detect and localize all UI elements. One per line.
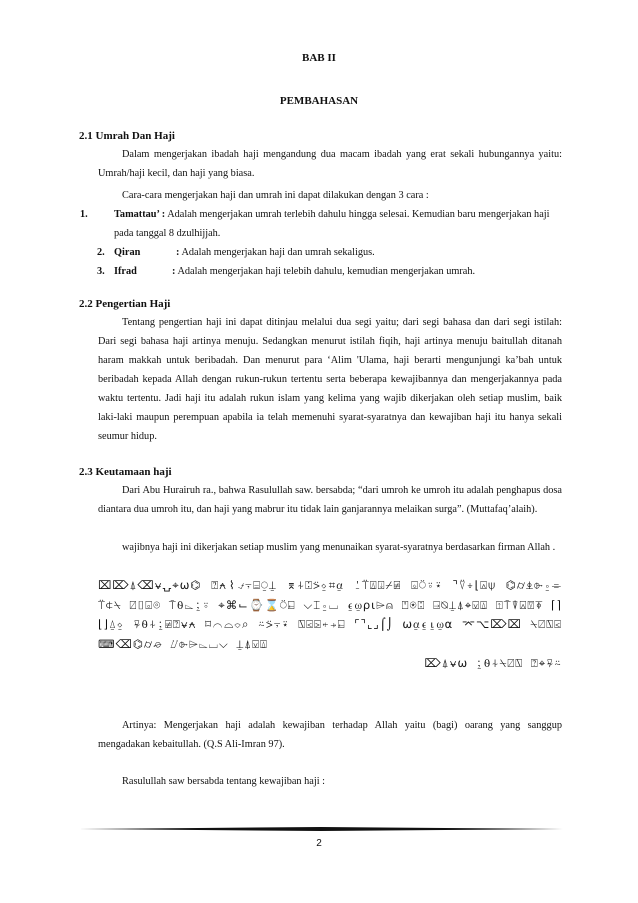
quran-verse-block	[98, 576, 562, 674]
paragraph-cara	[98, 186, 562, 205]
list-term: Tamattau’ :	[114, 209, 166, 220]
paragraph-text: Cara-cara mengerjakan haji dan umrah ini dapat dilakukan dengan 3 cara :	[122, 190, 429, 201]
list-separator: :	[172, 266, 176, 277]
paragraph-text: Rasulullah saw bersabda tentang kewajiban haji :	[122, 776, 326, 787]
list-item	[80, 205, 565, 243]
list-term: Ifrad	[114, 266, 137, 277]
list-text: Adalah mengerjakan haji dan umrah sekaligus.	[179, 247, 375, 258]
paragraph-wajib	[98, 538, 562, 557]
list-item	[97, 262, 565, 281]
page-number: 2	[316, 838, 322, 849]
paragraph-text: Dari Abu Hurairuh ra., bahwa Rasulullah saw. bersabda; “dari umroh ke umroh itu adalah penghapus dosa diantara dua umroh itu, dan haji yang mabrur itu tidak lain ganjarannya melaikan surga”. (Muttafaq’alaih).	[98, 485, 562, 515]
quran-verse-text: ⌧⌦⍋⌫⍱⍽⌖⍵⌬ ⍰⍲⌇⍻⍪⌸⍜⍊ ⌆⍭⍠⍩⍚⌗⍶ ⍘⍡⍍⍗⌿⍯ ⌺⍥⍤⍣ ⌝⍢⍖⌊⍓⍦ ⌬⌭⍎⌱⍛⌯ ⍡⍧⍀ ⍁⌷⌻⌾ ⍑⍬⌳⍮⍤ ⌖⌘⌙⌚⌛⍥⍇ ⌵⌶⍛⌴ ⍷⍹⍴⍳⌲⍝ ⍞⍟⍠ ⍈⍉⍊⍋⌖⍌⍍ ⍐⍑⍒⍓⍔⍕ ⌈⌉⌊⌋⍙⍚ ⍫⍬⍭⍮⍯⍰⍱⍲ ⌑⌒⌓⌔⌕ ⍨⍩⍪⍣ ⍂⍃⍄⍅⍆⍇ ⌜⌝⌞⌟⌠⌡ ⍵⍶⍷⍸⍹⍺ ⌤⌥⌦⌧ ⍀⍁⍂⍃ ⌨⌫⌬⌭⌮ ⌰⌱⌲⌳⌴⌵ ⍊⍋⍌⍍	[98, 578, 562, 651]
list-term: Qiran	[114, 247, 141, 258]
paragraph-closing	[98, 772, 562, 791]
haji-methods-list	[80, 205, 565, 281]
chapter-title: PEMBAHASAN	[279, 95, 359, 107]
paragraph-hadith	[98, 481, 562, 519]
paragraph-text: Artinya: Mengerjakan haji adalah kewajiban terhadap Allah yaitu (bagi) oarang yang sanggup mengadakan kebaitullah. (Q.S Ali-Imran 97).	[98, 720, 562, 750]
section-heading-umrah-haji: 2.1 Umrah Dan Haji	[79, 130, 175, 142]
list-number: 2.	[97, 247, 105, 258]
paragraph-umrah-haji	[98, 145, 562, 183]
section-heading-keutamaan: 2.3 Keutamaan haji	[79, 466, 172, 478]
list-number: 1.	[80, 209, 88, 220]
footer-divider	[79, 827, 563, 831]
list-separator: :	[176, 247, 180, 258]
paragraph-text: Dalam mengerjakan ibadah haji mengandung dua macam ibadah yang erat sekali hubungannya yaitu: Umrah/haji kecil, dan haji yang biasa.	[98, 149, 562, 179]
paragraph-translation	[98, 716, 562, 754]
paragraph-pengertian	[98, 313, 562, 446]
paragraph-text: Tentang pengertian haji ini dapat ditinjau melalui dua segi yaitu; dari segi bahasa dan dari segi istilah: Dari segi bahasa haji artinya menuju. Sedangkan menurut istilah fiqih, haji artinya menuju baitullah ditanah haram makkah untuk beribadah. Dan menurut para ‘Alim 'Ulama, haji berarti mengunjungi ka’bah untuk beribadah kepada Allah dengan rukun-rukun tertentu serta beberapa kewajibannya dan mengerjakannya pada waktu tertentu. Jadi haji itu adalah rukun islam yang kelima yang wajib dikerjakan oleh setiap muslim, baik laki-laki maupun perempuan apabila ia telah memenuhi syarat-syaratnya dan kewajiban haji itu hanya sekali seumur hidup.	[98, 317, 562, 442]
paragraph-text: wajibnya haji ini dikerjakan setiap muslim yang menunaikan syarat-syaratnya berdasarkan firman Allah .	[122, 542, 556, 553]
list-item	[97, 243, 565, 262]
quran-verse-ending: ⌦⍋⍱⍵ ⍮⍬⍭⍀⍁⍂ ⍰⌖⍫⍨	[424, 656, 562, 670]
list-text: Adalah mengerjakan haji telebih dahulu, kemudian mengerjakan umrah.	[175, 266, 476, 277]
chapter-label: BAB II	[302, 52, 336, 64]
list-text: Adalah mengerjakan umrah terlebih dahulu hingga selesai. Kemudian baru mengerjakan haji pada tanggal 8 dzulhijjah.	[114, 209, 550, 239]
section-heading-pengertian: 2.2 Pengertian Haji	[79, 298, 171, 310]
list-number: 3.	[97, 266, 105, 277]
